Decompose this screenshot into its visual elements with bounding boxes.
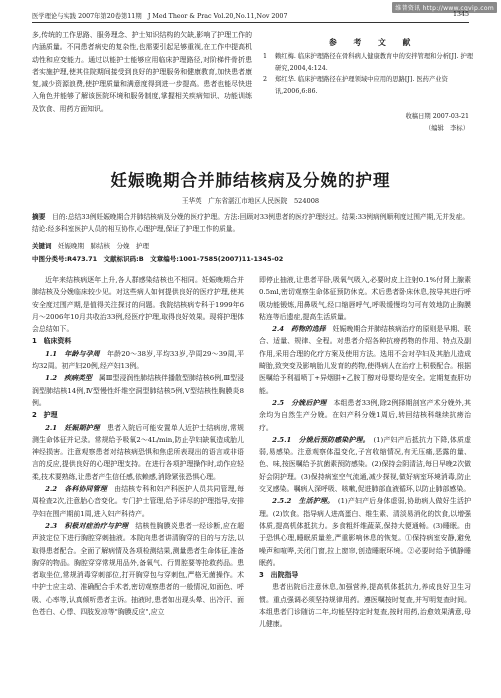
body-paragraph — [259, 274, 471, 323]
section-heading: 3 出院指导 — [259, 571, 299, 580]
paragraph-text: (1)产妇产后抵抗力下降,体质虚弱,易感染。注意观察体温变化,子宫收缩情况,有无压痛,恶露的量、色、味,按医嘱给予抗菌素预防感染。(2)保持会阴清洁,每日早晚2次做好会阴护理。(3)保持病室空气流通,减少探视,做好病室环境消毒,防止交叉感染。嘱病人深呼吸、咳嗽,促进肺部血液循环,以防止肺部感染。 — [259, 435, 472, 494]
body-paragraph — [32, 274, 244, 335]
abstract-label: 摘要 — [32, 213, 46, 221]
paragraph-text: 妊娠晚期合并肺结核病治疗的原则是早期、联合、适量、规律、全程。对患者介绍各种抗痨药物的作用、特点及副作用,采用合理的化疗方案及使用方法。选用不会对孕妇及其胎儿造成畸胎,致突变及影响胎儿发育的药物,使得病人在治疗上积极配合。根据医嘱给予利福喷丁+异烟肼+乙胺丁醇对母婴均是安全。定期复查肝功能。 — [259, 325, 471, 395]
reference-item — [263, 51, 474, 74]
subsection-heading: 2.5 分娩后护理 — [272, 398, 327, 407]
body-paragraph — [259, 397, 471, 434]
body-paragraph — [32, 372, 244, 409]
subsection-heading: 2.5.2 生活护理。 — [272, 497, 331, 506]
keywords-line — [32, 241, 469, 250]
paragraph-text: 由结核专科和妇产科医护人员共同管理,每周检查2次,注意胎心音变化。专门护士管理,给予详尽的护理指导,安排孕妇在围产期前1周,进入妇产科待产。 — [32, 485, 245, 518]
section-heading: 2 护理 — [32, 411, 58, 420]
reference-text: 郑红华. 临床护理路径在护理领域中应用的思路[J]. 医药产业资讯,2006,6:86. — [275, 76, 448, 95]
subsection-heading: 2.3 积极对症治疗与护理 — [45, 521, 129, 530]
article-authors: 王华英 广东省湛江市地区人民医院 524008 — [181, 197, 320, 205]
keywords-text: 妊娠晚期 肺结核 分娩 护理 — [58, 242, 149, 250]
received-date: 收稿日期 2007-03-21 — [405, 113, 469, 120]
reference-number: 2 — [263, 76, 268, 84]
previous-article-paragraph: 多,传统的工作思路、服务理念、护士知识结构的欠缺,影响了护理工作的内涵质量。不同患者病史的复杂性,也需要引起足够重视,在工作中提高机动性和应变能力。通过以能护士能够应用临床护理路径,对阶梯件骨折患者实施护理,使其住院期间接受到良好的护理服务和健康教育,加快患者康复,减少资源浪费,使护理质量和满意度得到进一步提高。患者也能尽快进入角色并能够了解该医院环境和服务制度,掌握相关疾病知识、功能训练及饮食、用药方面知识。 — [32, 31, 252, 113]
subsection-heading: 1.1 年龄与孕周 — [45, 349, 100, 358]
body-paragraph — [32, 422, 244, 483]
body-right-column — [259, 274, 471, 631]
header-rule — [32, 22, 469, 23]
references-list — [263, 51, 474, 97]
editor-credit: （编辑 李标） — [424, 124, 469, 132]
paragraph-text: 年龄20～38岁,平均33岁,孕周29～39周,平均32周。初产妇20例,经产妇13例。 — [32, 349, 245, 371]
paragraph-text: 结核性胸膜炎患者一经诊断,应在超声波定位下进行胸腔穿刺抽液。本院向患者讲清胸穿的目的与方法,以取得患者配合。全面了解病情及各项检测结果,测量患者生命体征,准备胸穿的物品。胸腔穿穿常规用品外,备氧气、行胃腔要等抢救药品。患者取坐位,常规消毒穿刺部位,打开胸穿包与穿刺包,严格无菌操作。术中护士应主动、准确配合手术者,密切观察患者的一般情况,如面色、呼吸、心率等,认真倾听患者主诉。抽液时,患者如出现头晕、出冷汗、面色苍白、心悸、四肢发凉等"胸膜反应",应立 — [32, 521, 244, 617]
body-paragraph — [32, 520, 244, 618]
subsection-heading: 1.2 疾病类型 — [45, 374, 92, 383]
paragraph-text: 患者入院后可能安置单人近护士结病房,常规测生命体征并记录。常规给予吸氧2～4L/min,防止孕妇缺氧造成胎儿神经损害。注意观察患者对结核病恐惧和焦虑所表现出的语言或非语言的反应,提供良好的心理护理支持。在进行各项护理操作时,动作应轻柔,技术要熟练,让患者产生信任感,依赖感,消除紧张恐惧心理。 — [32, 423, 244, 481]
paragraph-text: 患者出院后注意休息,加强营养,提高机体抵抗力,养成良好卫生习惯。重点强调必须坚持规律用药。遵医嘱按时复查,并写明复查时间。本组患者门诊随访二年,均能坚持定时复查,按时用药,治愈效果满意,母儿健康。 — [259, 583, 471, 629]
received-info — [406, 111, 470, 134]
running-header — [32, 11, 469, 20]
body-paragraph — [259, 581, 471, 630]
references-heading: 参 考 文 献 — [329, 38, 418, 47]
abstract — [32, 212, 469, 235]
watermark-stamp: 维普资讯 http://www.cqvip.com — [392, 2, 497, 13]
paragraph-text: (1)产妇产后身体虚弱,协助病人做好生活护理。(2)饮食。指导病人进高蛋白、维生素、清淡易消化的饮食,以增强体质,提高机体抵抗力。多食粗纤维蔬菜,保持大便通畅。(3)睡眠。由于恐惧心理,睡眠质量差,严重影响休息的恢复。①保持病室安静,避免噪声和喧哗,关闭门窗,拉上窗帘,创造睡眠环境。②必要时给予镇静睡眠药。 — [259, 497, 472, 567]
reference-number: 1 — [263, 53, 268, 60]
body-paragraph — [32, 483, 244, 520]
classification-line: 中图分类号:R473.71 文献标识码:B 文章编号:1001-7585(2007)11-1345-02 — [32, 255, 284, 263]
subsection-heading: 2.5.1 分娩后预防感染护理。 — [272, 435, 367, 444]
body-paragraph — [32, 348, 244, 373]
subsection-heading: 2.1 妊娠期护理 — [45, 423, 100, 432]
body-paragraph — [259, 495, 471, 569]
previous-article-column — [32, 29, 252, 115]
body-paragraph — [259, 323, 471, 397]
subsection-heading: 2.2 各科协同管理 — [45, 485, 107, 494]
section-heading: 1 临床资料 — [32, 337, 72, 346]
reference-text: 赖红梅. 临床护理路径在骨科病人健康教育中的安拌管理和分析[J]. 护理研究,2004,4:124. — [275, 53, 474, 72]
paragraph-text: 本组患者33例,除2例择期剖宫产术分娩外,其余均为自然生产分娩。在妇产科分娩1周后,转回结核科继续抗痨治疗。 — [259, 398, 472, 432]
header-page-number: 1345 — [452, 11, 469, 18]
body-paragraph — [259, 434, 471, 495]
paragraph-text: 属Ⅲ型浸润性肺结核伴播散型肺结核6例,Ⅲ型浸润型肺结核14例,Ⅳ型慢性纤维空洞型肺结核5例,Ⅴ型结核性胸膜炎8例。 — [32, 374, 244, 407]
paragraph-text: 近年来结核病逐年上升,各人群感染结核也不相同。妊娠晚期合并肺结核及分娩临床较少见。对这些病人如何提供良好的医疗护理,使其安全度过围产期,是值得关注探讨的问题。我院结核病专科于1999年6月～2006年10月共收治33例,经医疗护理,取得良好效果。现将护理体会总结如下。 — [32, 276, 244, 334]
article-title: 妊娠晚期合并肺结核病及分娩的护理 — [110, 171, 391, 190]
paragraph-text: 即停止抽液,让患者平卧,吸氧气吸入,必要时皮上注射0.1%付肾上腺素0.5ml,密切观察生命体征预防休克。术后患者卧床休息,按导其进行呼吸功能锻炼,用鼻吸气,经口缩唇呼气,呼吸缓慢均匀可有效地防止胸膜粘连等后遗症,提高生活质量。 — [259, 276, 471, 321]
subsection-heading: 2.4 药物的选择 — [272, 325, 326, 334]
keywords-label: 关键词 — [32, 242, 52, 250]
reference-item — [263, 74, 474, 97]
header-journal: 医学理论与实践 2007年第20卷第11期 J Med Theor & Prac Vol.20,No.11,Nov 2007 — [32, 13, 288, 20]
abstract-text: 目的:总结33例妊娠晚期合并肺结核病及分娩的医疗护理。方法:回顾对33例患者的医疗护理经过。结果:33例病例顺利度过围产期,无并发症。结论:经多科室医护人员的相互协作,心理护理,保证了护理工作的质量。 — [32, 213, 470, 233]
body-left-column — [32, 274, 244, 618]
